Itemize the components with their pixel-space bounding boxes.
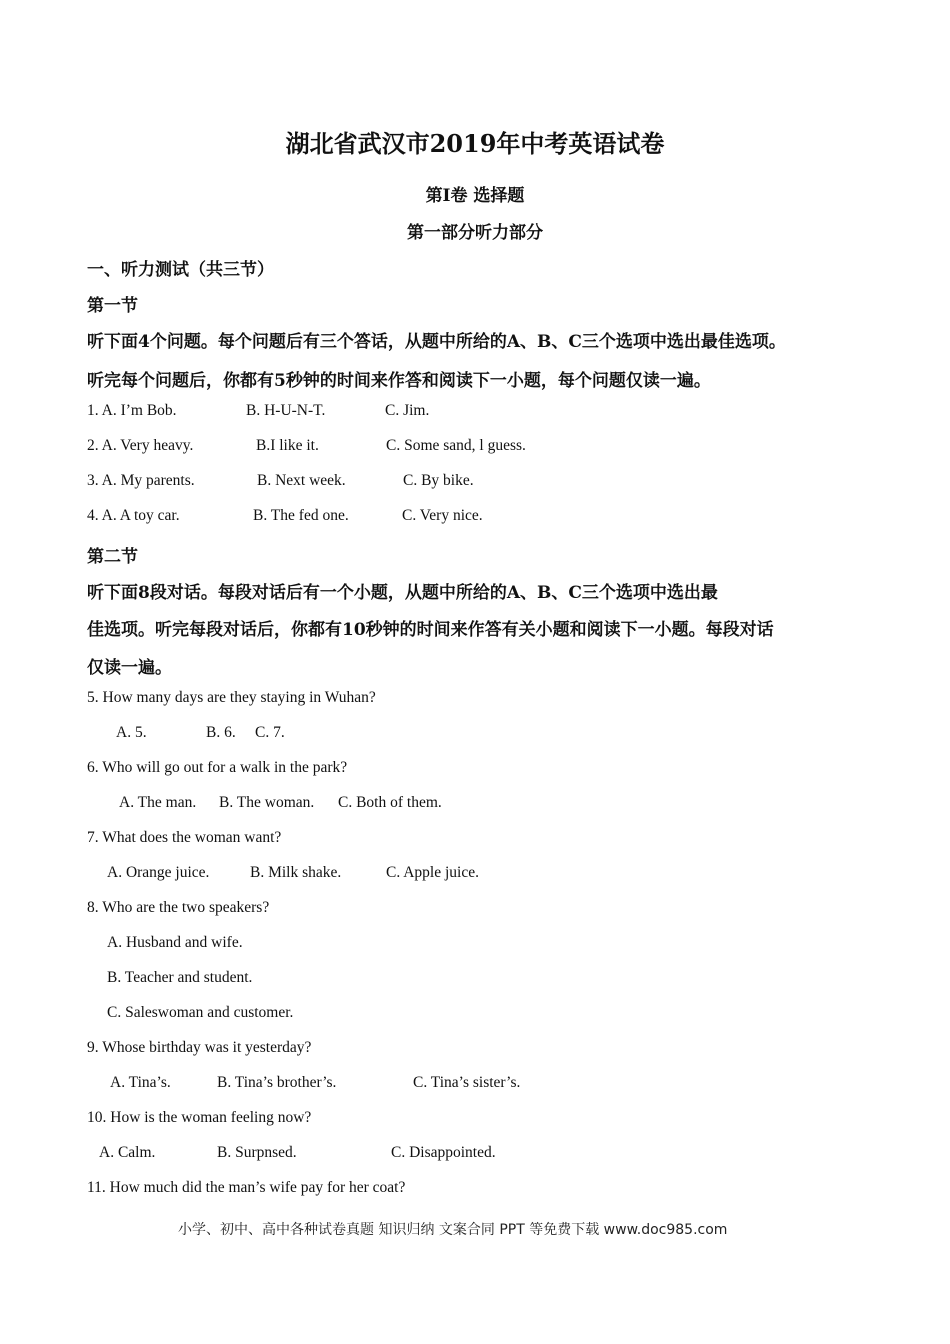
q10-stem: 10. How is the woman feeling now? xyxy=(87,1109,312,1126)
q6-stem: 6. Who will go out for a walk in the park? xyxy=(87,759,348,776)
q5-option-c: C. 7. xyxy=(255,724,285,741)
q8-option-b: B. Teacher and student. xyxy=(107,969,253,986)
q5-stem: 5. How many days are they staying in Wuhan? xyxy=(87,689,376,706)
q8-option-a: A. Husband and wife. xyxy=(107,934,243,951)
q7-option-a: A. Orange juice. xyxy=(107,864,210,881)
sub1-instructions-line2: 听完每个问题后，你都有5秒钟的时间来作答和阅读下一小题，每个问题仅读一遍。 xyxy=(87,371,711,391)
section-heading: 一、听力测试（共三节） xyxy=(87,260,274,280)
q9-option-a: A. Tina’s. xyxy=(110,1074,171,1091)
q1-option-a: 1. A. I’m Bob. xyxy=(87,402,177,419)
q9-option-c: C. Tina’s sister’s. xyxy=(413,1074,521,1091)
sub1-instructions-line1: 听下面4个问题。每个问题后有三个答话，从题中所给的A、B、C三个选项中选出最佳选项。 xyxy=(87,332,786,352)
q8-stem: 8. Who are the two speakers? xyxy=(87,899,270,916)
page-footer: 小学、初中、高中各种试卷真题 知识归纳 文案合同 PPT 等免费下载 www.doc985.com xyxy=(178,1222,728,1238)
q6-option-b: B. The woman. xyxy=(219,794,315,811)
q9-stem: 9. Whose birthday was it yesterday? xyxy=(87,1039,312,1056)
q6-option-a: A. The man. xyxy=(119,794,197,811)
q10-option-c: C. Disappointed. xyxy=(391,1144,496,1161)
q6-option-c: C. Both of them. xyxy=(338,794,442,811)
q7-option-c: C. Apple juice. xyxy=(386,864,479,881)
part-heading: 第一部分听力部分 xyxy=(407,223,543,243)
q3-option-b: B. Next week. xyxy=(257,472,346,489)
volume-heading: 第Ⅰ卷 选择题 xyxy=(425,186,525,206)
q4-option-b: B. The fed one. xyxy=(253,507,349,524)
sub2-instructions-line2: 佳选项。听完每段对话后，你都有10秒钟的时间来作答有关小题和阅读下一小题。每段对话 xyxy=(87,620,774,640)
q5-option-b: B. 6. xyxy=(206,724,236,741)
q7-option-b: B. Milk shake. xyxy=(250,864,342,881)
q9-option-b: B. Tina’s brother’s. xyxy=(217,1074,337,1091)
q4-option-c: C. Very nice. xyxy=(402,507,483,524)
q7-stem: 7. What does the woman want? xyxy=(87,829,282,846)
sub2-instructions-line1: 听下面8段对话。每段对话后有一个小题，从题中所给的A、B、C三个选项中选出最 xyxy=(87,583,718,603)
q8-option-c: C. Saleswoman and customer. xyxy=(107,1004,294,1021)
q10-option-a: A. Calm. xyxy=(99,1144,156,1161)
q3-option-c: C. By bike. xyxy=(403,472,474,489)
q10-option-b: B. Surpnsed. xyxy=(217,1144,297,1161)
sub2-instructions-line3: 仅读一遍。 xyxy=(87,658,172,678)
sub2-heading: 第二节 xyxy=(87,547,138,567)
q2-option-b: B.I like it. xyxy=(256,437,319,454)
q1-option-b: B. H-U-N-T. xyxy=(246,402,326,419)
page-title: 湖北省武汉市2019年中考英语试卷 xyxy=(285,129,665,158)
q11-stem: 11. How much did the man’s wife pay for her coat? xyxy=(87,1179,406,1196)
q5-option-a: A. 5. xyxy=(116,724,147,741)
q2-option-a: 2. A. Very heavy. xyxy=(87,437,194,454)
q4-option-a: 4. A. A toy car. xyxy=(87,507,180,524)
q2-option-c: C. Some sand, l guess. xyxy=(386,437,526,454)
q3-option-a: 3. A. My parents. xyxy=(87,472,195,489)
sub1-heading: 第一节 xyxy=(87,296,138,316)
q1-option-c: C. Jim. xyxy=(385,402,430,419)
